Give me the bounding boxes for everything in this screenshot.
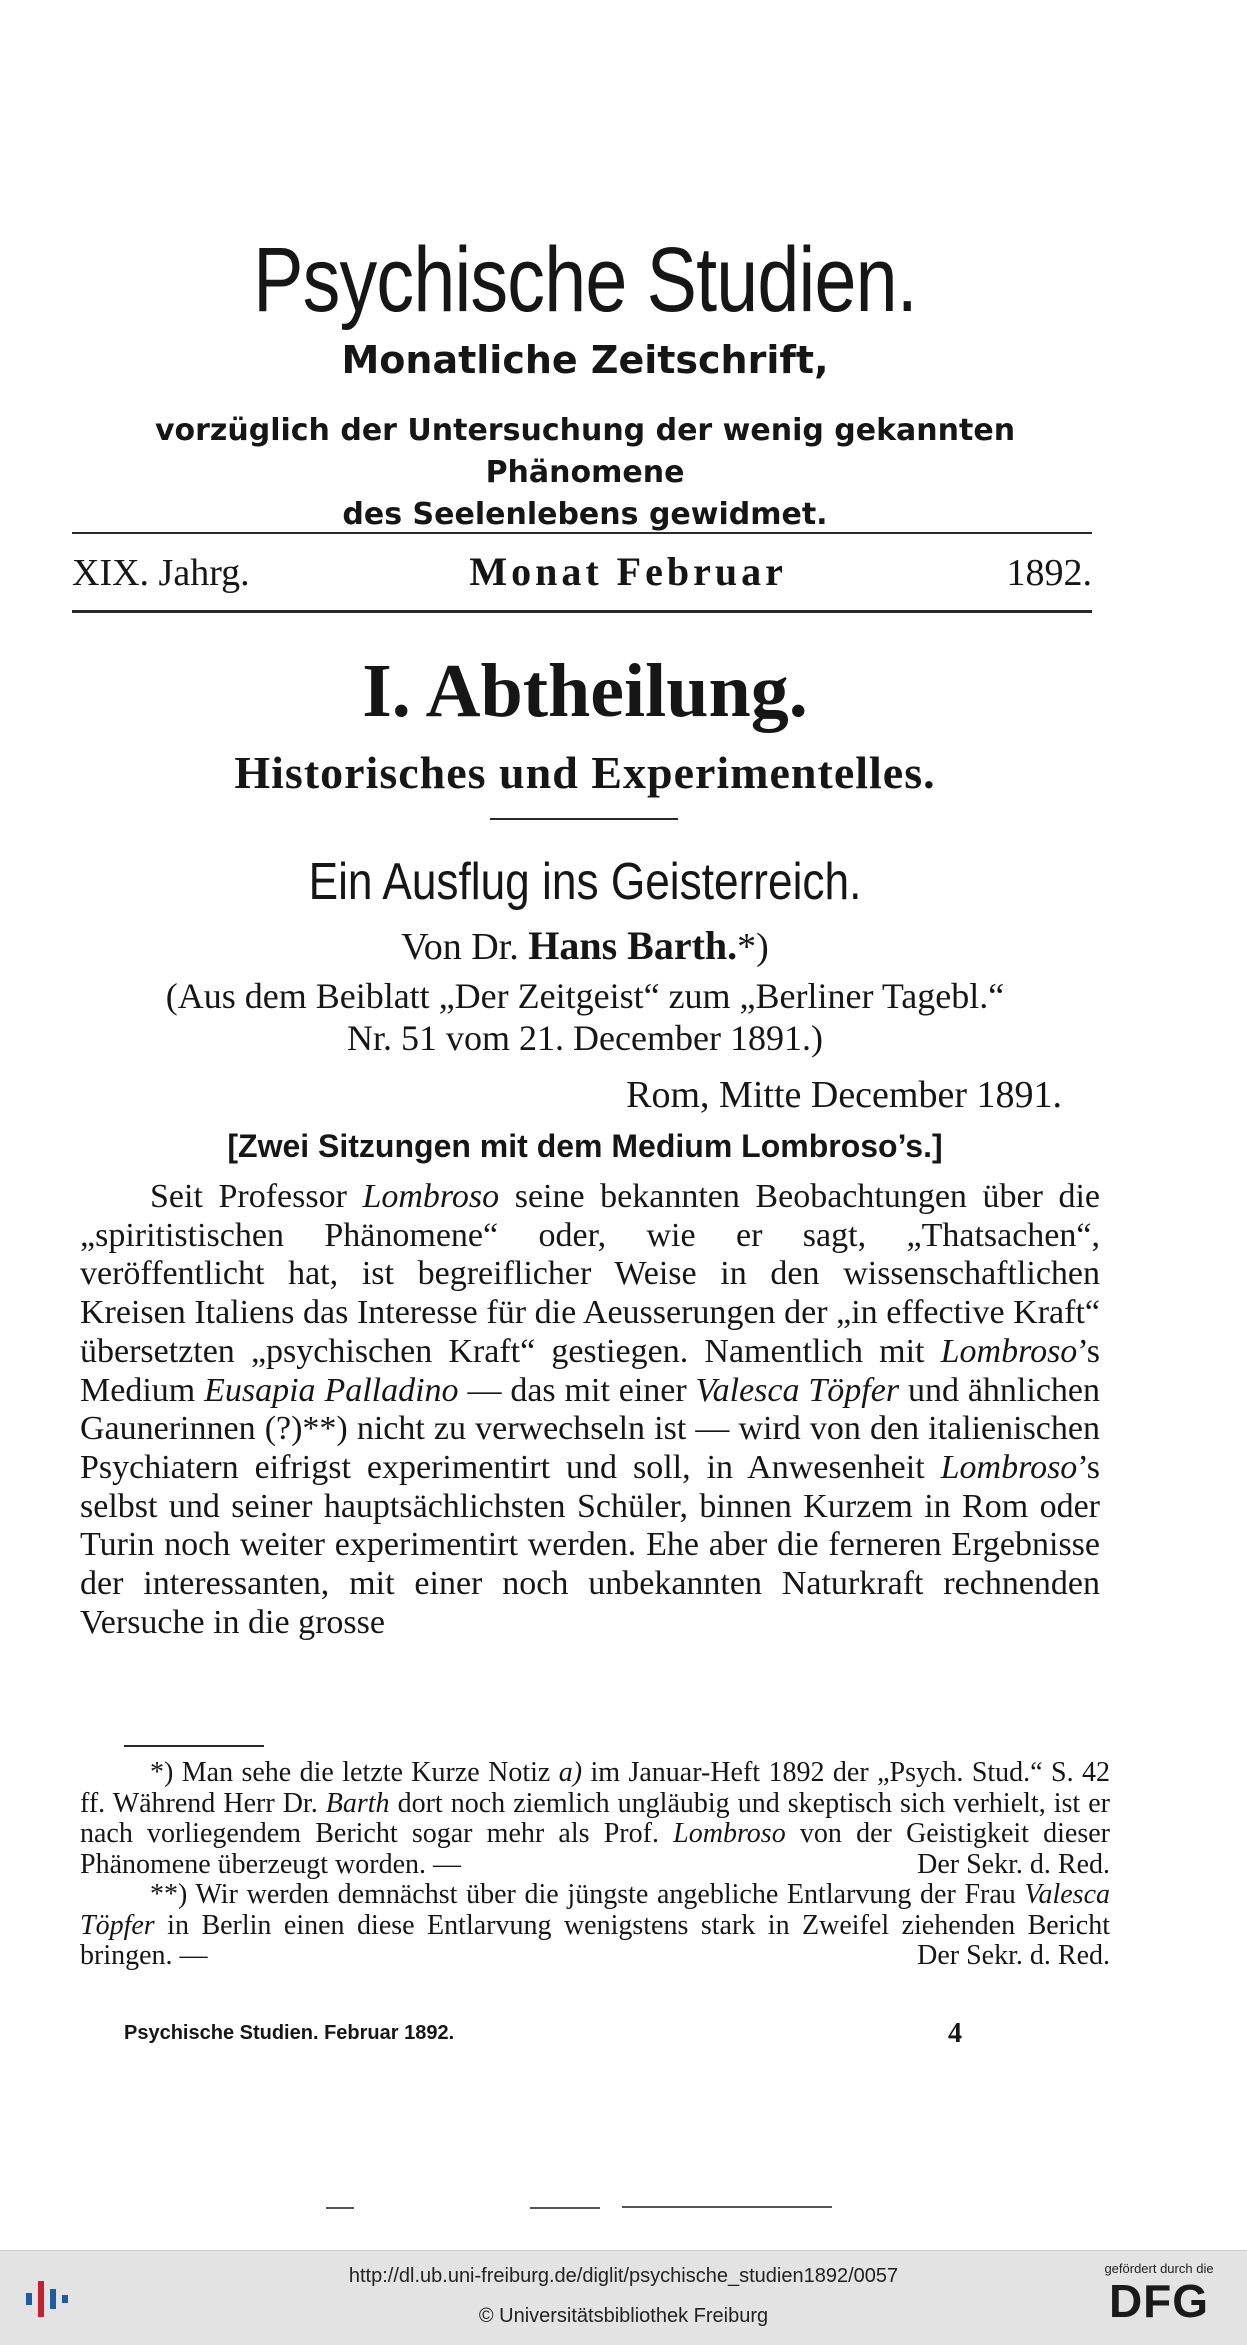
scan-mark [530,2207,600,2209]
footnote-signature: Der Sekr. d. Red. [917,1940,1110,1971]
scan-mark [326,2207,354,2209]
byline-footnote-mark: *) [737,926,769,968]
body-text: und ähnlichen Gaunerinnen (?)**) nicht zu verwechseln ist — wird von den italienischen Psychiatern eifrigst experimentirt und soll, in Anwesenheit [80,1371,1101,1486]
body-italic-name: Lombroso [940,1332,1078,1370]
source-line-1: (Aus dem Beiblatt „Der Zeitgeist“ zum „Berliner Tagebl.“ [165,976,1005,1016]
copyright-notice: © Universitätsbibliothek Freiburg [478,2305,769,2327]
footnotes [80,1758,1110,1972]
footnote-text: **) Wir werden demnächst über die jüngste angebliche Entlarvung der Frau [150,1879,1025,1910]
byline-author: Hans Barth. [528,923,738,968]
body-text: — das mit einer [458,1371,696,1409]
footnote-text: von der Geistigkeit dieser Phänomene überzeugt worden. — [80,1818,1110,1880]
source-url[interactable]: http://dl.ub.uni-freiburg.de/diglit/psychische_studien1892/0057 [348,2265,899,2287]
masthead-rule-top [72,532,1092,534]
footnote-italic: Lombroso [673,1818,786,1849]
tagline-line-2: des Seelenlebens gewidmet. [342,497,828,532]
section-divider [490,818,678,820]
body-italic-name: Lombroso [362,1178,500,1215]
masthead [72,548,1092,595]
body-text: seine bekannten Beobachtungen über die „spiritistischen Phänomene“ oder, wie er sagt, „Thatsachen“, veröffentlicht hat, ist begreiflicher Weise in den wissenschaftlichen Kreisen Italiens das Interesse für die Aeusserungen der „in effective Kraft“ übersetzten „psychischen Kraft“ gestiegen. Namentlich mit [80,1178,1101,1370]
journal-title: Psychische Studien. [253,229,917,331]
section-heading: I. Abtheilung. [362,649,808,733]
funder-badge [1089,2261,1229,2326]
source-line-2: Nr. 51 vom 21. December 1891.) [347,1018,823,1058]
funder-caption: gefördert durch die [1104,2261,1214,2276]
footnote-italic: a) [558,1757,583,1788]
footnote-italic: Barth [325,1787,390,1819]
journal-subtitle: Monatliche Zeitschrift, [341,338,829,382]
footnote-rule [124,1745,264,1747]
byline-prefix: Von Dr. [401,926,519,968]
footnote-italic: Valesca Töpfer [80,1879,1110,1941]
body-italic-name: Valesca Töpfer [695,1371,900,1409]
tagline-line-1: vorzüglich der Untersuchung der wenig gekannten Phänomene [154,413,1016,490]
article-dateline: Rom, Mitte December 1891. [626,1074,1062,1116]
journal-tagline [60,410,1110,536]
footnote-text: in Berlin einen diese Entlarvung wenigstens stark in Zweifel ziehenden Bericht bringen. — [80,1909,1110,1971]
article-source [50,975,1120,1059]
running-footer: Psychische Studien. Februar 1892. [124,2022,455,2044]
body-italic-name: Lombroso [940,1448,1078,1486]
body-text: ’s selbst und seiner hauptsächlichsten Schüler, binnen Kurzem in Rom oder Turin noch weiter experimentirt werden. Ehe aber die ferneren Ergebnisse der interessanten, mit einer noch unbekannten Naturkraft rechnenden Versuche in die grosse [80,1448,1100,1641]
footnote-1 [80,1758,1110,1880]
body-text: ’s Medium [80,1332,1100,1409]
article-title: Ein Ausflug ins Geisterreich. [308,853,862,911]
footnote-text: dort noch ziemlich ungläubig und skeptisch sich verhielt, ist er nach vorliegendem Bericht sogar mehr als Prof. [80,1787,1110,1849]
footnote-text: im Januar-Heft 1892 der „Psych. Stud.“ S. 42 ff. Während Herr Dr. [80,1757,1111,1819]
footnote-2 [80,1880,1110,1972]
section-subheading: Historisches und Experimentelles. [234,747,936,798]
body-italic-name: Eusapia Palladino [204,1371,459,1409]
signature-mark: 4 [948,2018,962,2049]
article-bracket-title: [Zwei Sitzungen mit dem Medium Lombroso’s.] [227,1128,943,1164]
viewer-bar [0,2250,1247,2345]
masthead-volume: XIX. Jahrg. [72,552,250,594]
footnote-signature: Der Sekr. d. Red. [917,1848,1110,1880]
article-byline [0,922,1170,969]
masthead-year: 1892. [1006,552,1092,594]
masthead-month: Monat Februar [469,549,787,594]
masthead-rule-bottom [72,610,1092,613]
footnote-text: *) Man sehe die letzte Kurze Notiz [150,1757,559,1788]
article-body [80,1178,1100,1642]
scan-mark [622,2206,832,2208]
body-text: Seit Professor [150,1178,363,1215]
dfg-logo-icon: DFG [1108,2275,1210,2327]
